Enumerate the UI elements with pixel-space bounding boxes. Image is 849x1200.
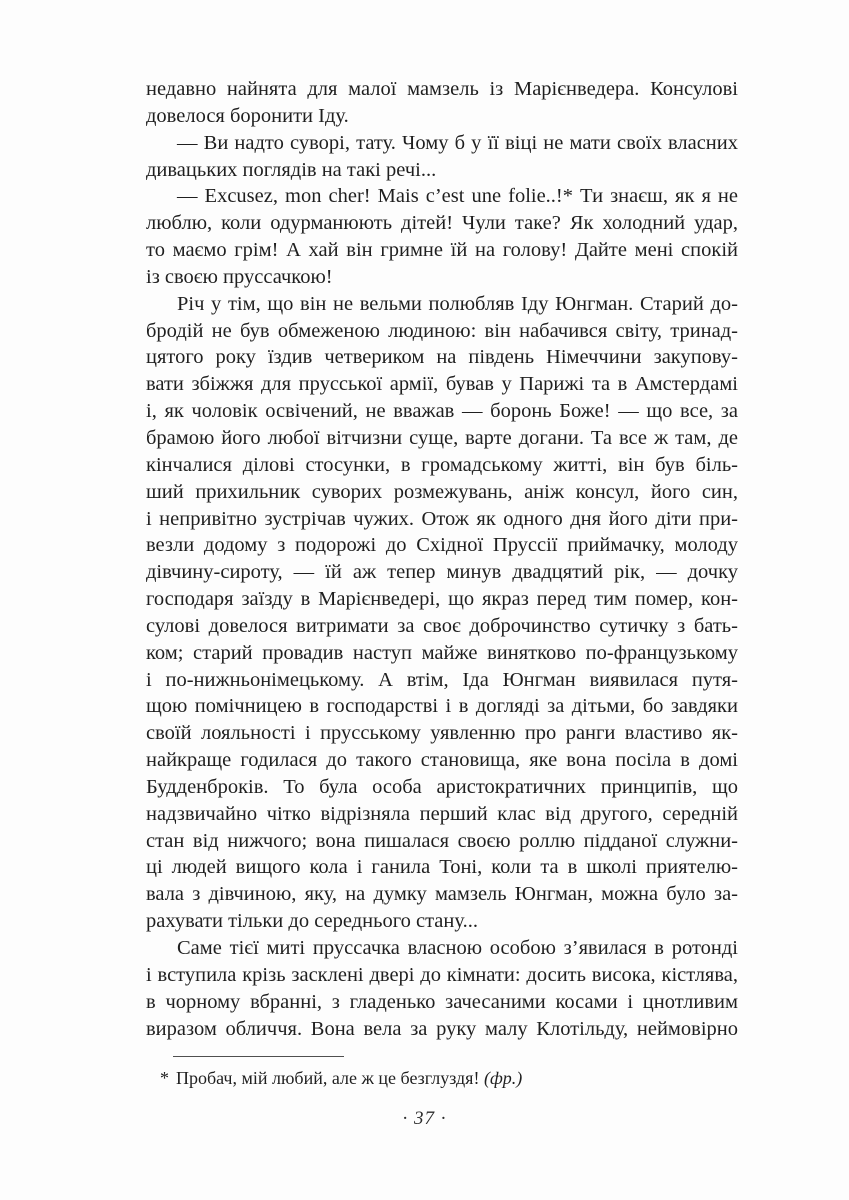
text-line: Річ у тім, що він не вельми полюбляв Іду Юнгман. Старий до- bbox=[177, 292, 738, 315]
paragraph bbox=[146, 291, 738, 935]
footnote-text: Пробач, мій любий, але ж це безглуздя! bbox=[176, 1068, 480, 1088]
text-line: довелося боронити Іду. bbox=[146, 104, 349, 127]
text-line: ком; старий провадив наступ майже винятково по-французькому bbox=[146, 641, 738, 664]
text-line: ці людей вищого кола і ганила Тоні, коли та в школі приятелю- bbox=[146, 856, 738, 879]
footnote bbox=[160, 1066, 720, 1090]
text-line: рахувати тільки до середнього стану... bbox=[146, 910, 478, 933]
text-line: везли додому з подорожі до Східної Пруссії приймачку, молоду bbox=[146, 534, 738, 557]
text-line: і непривітно зустрічав чужих. Отож як одного дня його діти при- bbox=[146, 507, 738, 530]
text-line: господаря заїзду в Марієнведері, що якраз перед тим помер, кон- bbox=[146, 588, 738, 611]
text-line: стан від нижчого; вона пишалася своєю роллю підданої служни- bbox=[146, 829, 738, 852]
text-line: бродій не був обмеженою людиною: він набачився світу, тринад- bbox=[146, 319, 738, 342]
text-line: надзвичайно чітко відрізняла перший клас від другого, середній bbox=[146, 802, 738, 825]
paragraph bbox=[146, 183, 738, 290]
paragraph bbox=[146, 130, 738, 184]
text-line: найкраще годилася до такого становища, яке вона посіла в домі bbox=[146, 749, 738, 772]
text-line: брамою його любої вітчизни суще, варте догани. Та все ж там, де bbox=[146, 426, 738, 449]
text-line: вати збіжжя для прусської армії, бував у Парижі та в Амстердамі bbox=[146, 373, 738, 396]
text-line: люблю, коли одурманюють дітей! Чули таке? Як холодний удар, bbox=[146, 212, 738, 235]
footnote-divider bbox=[173, 1056, 344, 1057]
text-line: виразом обличчя. Вона вела за руку малу Клотільду, неймовірно bbox=[146, 1017, 738, 1040]
text-line: ший прихильник суворих розмежувань, аніж консул, його син, bbox=[146, 480, 738, 503]
text-line: щою помічницею в господарстві і в догляді за дітьми, бо завдяки bbox=[146, 695, 738, 718]
page-text bbox=[146, 76, 738, 1042]
text-line: в чорному вбранні, з гладенько зачесаними косами і цнотливим bbox=[146, 990, 738, 1013]
text-line: дівчину-сироту, — їй аж тепер минув двадцятий рік, — дочку bbox=[146, 561, 738, 584]
paragraph bbox=[146, 76, 738, 130]
text-line: Саме тієї миті пруссачка власною особою з’явилася в ротонді bbox=[177, 937, 738, 959]
paragraph bbox=[146, 935, 738, 1042]
text-line: то маємо грім! А хай він гримне їй на голову! Дайте мені спокій bbox=[146, 239, 738, 262]
footnote-marker: * bbox=[160, 1068, 169, 1088]
text-line: і по-нижньонімецькому. А втім, Іда Юнгман виявилася путя- bbox=[146, 668, 738, 691]
text-line: кінчалися ділові стосунки, в громадському житті, він був біль- bbox=[146, 453, 738, 476]
text-line: Будденброків. То була особа аристократичних принципів, що bbox=[146, 775, 738, 798]
text-line: дивацьких поглядів на такі речі... bbox=[146, 158, 437, 181]
text-line: і вступила крізь засклені двері до кімнати: досить висока, кістлява, bbox=[146, 963, 738, 986]
text-line: сулові довелося витримати за своє доброчинство сутичку з бать- bbox=[146, 614, 738, 637]
page-number: · 37 · bbox=[402, 1108, 447, 1129]
text-line: — Excusez, mon cher! Mais c’est une folie..!* Ти знаєш, як я не bbox=[177, 185, 738, 208]
text-line: вала з дівчиною, яку, на думку мамзель Юнгман, можна було за- bbox=[146, 883, 738, 906]
text-line: недавно найнята для малої мамзель із Марієнведера. Консулові bbox=[146, 78, 738, 100]
footnote-language-note: (фр.) bbox=[483, 1068, 523, 1088]
text-line: своїй лояльності і прусському уявленню про ранги властиво як- bbox=[146, 722, 738, 745]
text-line: із своєю пруссачкою! bbox=[146, 265, 333, 288]
text-line: цятого року їздив четвериком на південь Німеччини закупову- bbox=[146, 346, 738, 369]
text-line: і, як чоловік освічений, не вважав — боронь Боже! — що все, за bbox=[146, 400, 738, 423]
text-line: — Ви надто суворі, тату. Чому б у її віці не мати своїх власних bbox=[177, 131, 738, 154]
